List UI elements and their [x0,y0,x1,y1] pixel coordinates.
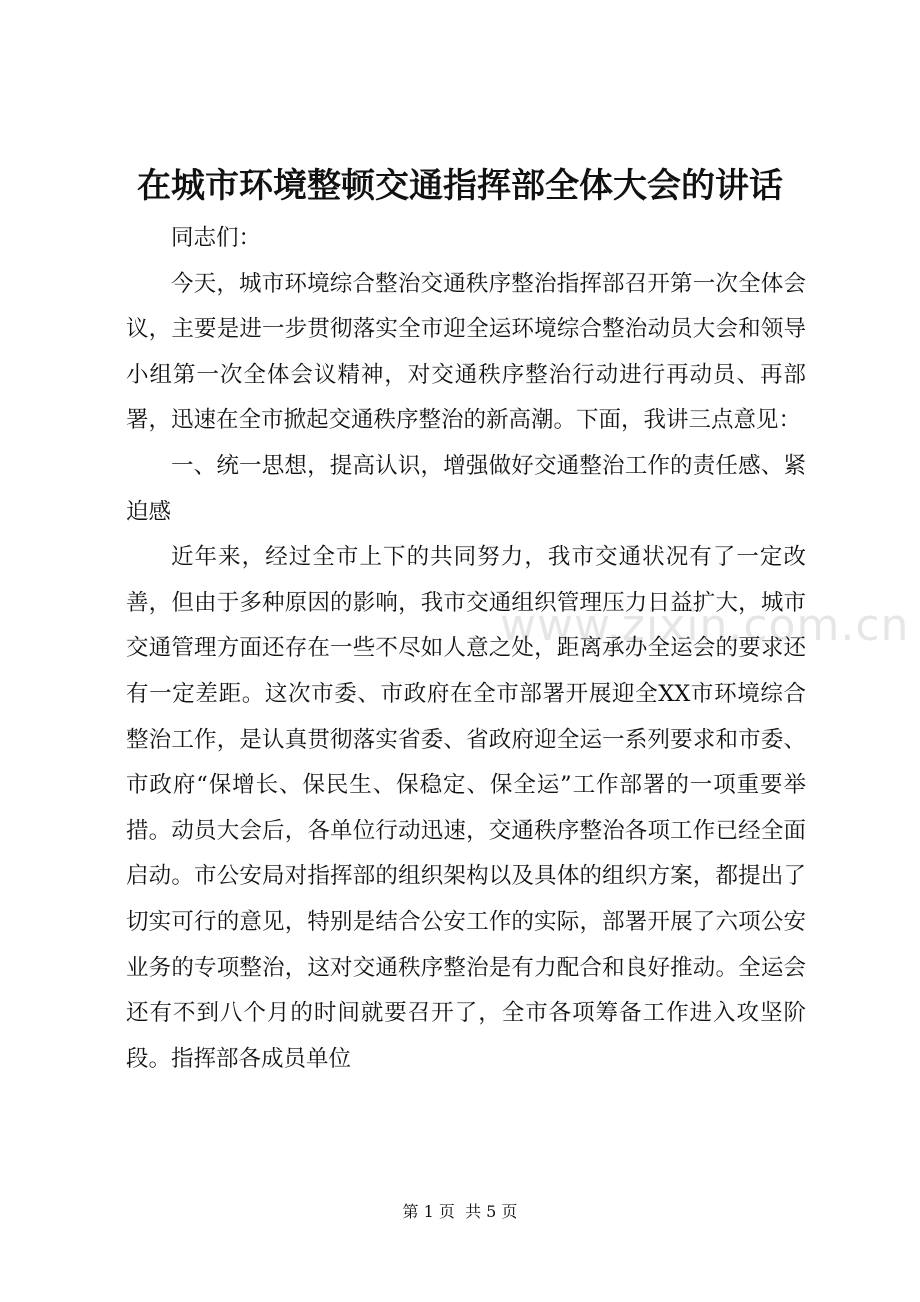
document-title: 在城市环境整顿交通指挥部全体大会的讲话 [137,166,783,206]
watermark: www.zixin.com.cn [500,600,910,651]
page-footer: 第 1 页 共 5 页 [402,1202,518,1221]
salutation-paragraph: 同志们： [171,225,262,251]
document-body [126,216,806,1082]
opening-paragraph: 今天，城市环境综合整治交通秩序整治指挥部召开第一次全体会议，主要是进一步贯彻落实全市迎全运环境综合整治动员大会和领导小组第一次全体会议精神，对交通秩序整治行动进行再动员、再部署，迅速在全市掀起交通秩序整治的新高潮。下面，我讲三点意见： [126,270,806,434]
section-heading-paragraph: 一、统一思想，提高认识，增强做好交通整治工作的责任感、紧迫感 [126,452,806,525]
body-paragraph: 近年来，经过全市上下的共同努力，我市交通状况有了一定改善，但由于多种原因的影响，我市交通组织管理压力日益扩大，城市交通管理方面还存在一些不尽如人意之处，距离承办全运会的要求还有一定差距。这次市委、市政府在全市部署开展迎全XX市环境综合整治工作，是认真贯彻落实省委、省政府迎全运一系列要求和市委、市政府“保增长、保民生、保稳定、保全运”工作部署的一项重要举措。动员大会后，各单位行动迅速，交通秩序整治各项工作已经全面启动。市公安局对指挥部的组织架构以及具体的组织方案，都提出了切实可行的意见，特别是结合公安工作的实际，部署开展了六项公安业务的专项整治，这对交通秩序整治是有力配合和良好推动。全运会还有不到八个月的时间就要召开了，全市各项筹备工作进入攻坚阶段。指挥部各成员单位 [126,544,806,1072]
